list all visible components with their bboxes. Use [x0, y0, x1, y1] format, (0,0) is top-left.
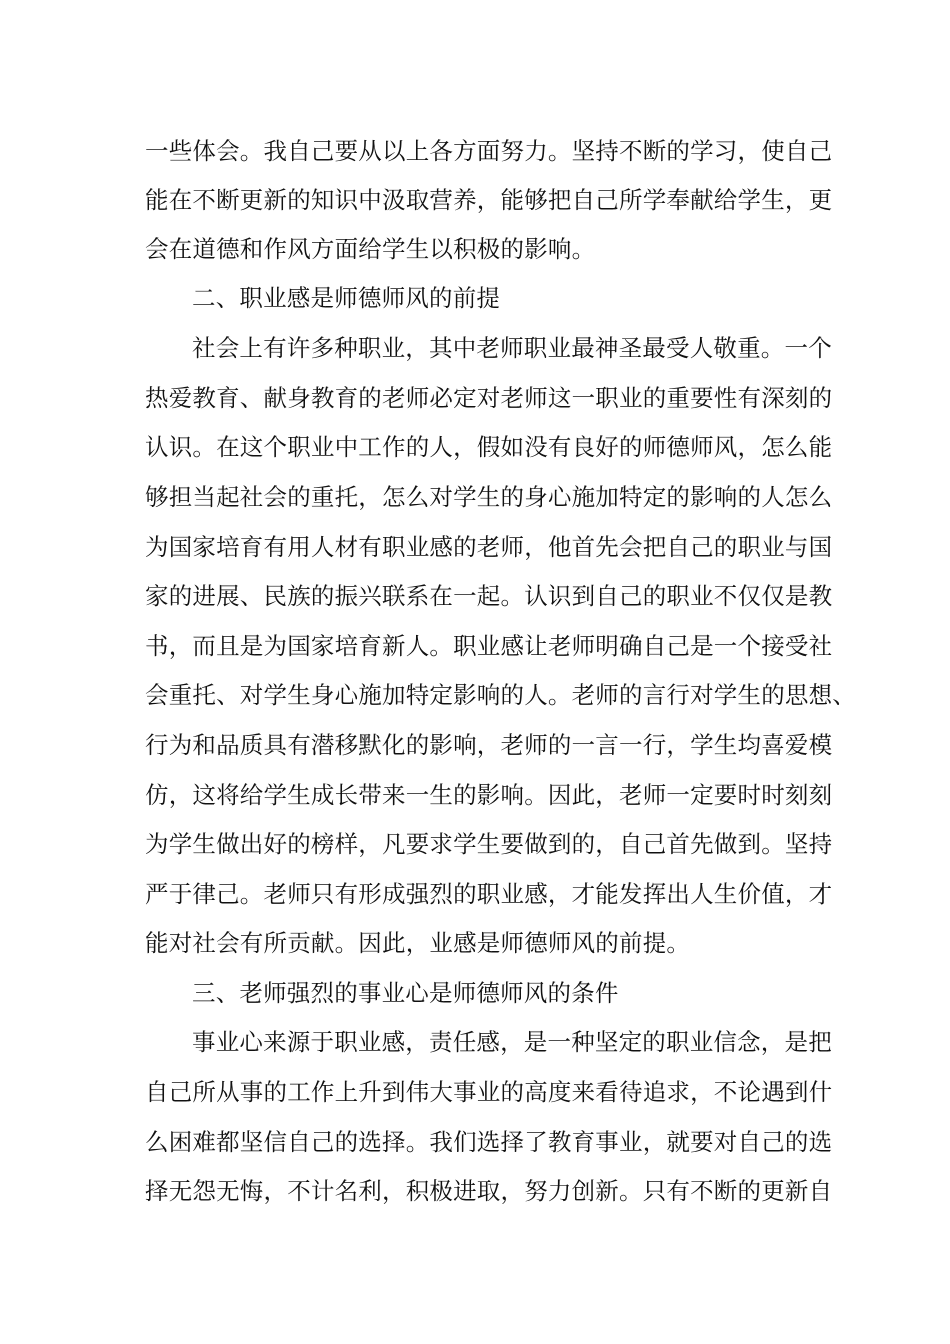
text-line: 仿，这将给学生成长带来一生的影响。因此，老师一定要时时刻刻 [145, 781, 833, 809]
text-line: 为国家培育有用人材有职业感的老师，他首先会把自己的职业与国 [145, 533, 833, 561]
text-line: 热爱教育、献身教育的老师必定对老师这一职业的重要性有深刻的 [145, 384, 833, 412]
text-line: 书，而且是为国家培育新人。职业感让老师明确自己是一个接受社 [145, 632, 833, 660]
section-heading-2: 二、职业感是师德师风的前提 [192, 284, 501, 312]
text-line: 家的进展、民族的振兴联系在一起。认识到自己的职业不仅仅是教 [145, 582, 833, 610]
text-line: 严于律己。老师只有形成强烈的职业感，才能发挥出人生价值，才 [145, 880, 833, 908]
section-heading-3: 三、老师强烈的事业心是师德师风的条件 [192, 979, 619, 1007]
text-line: 能对社会有所贡献。因此，业感是师德师风的前提。 [145, 929, 691, 957]
text-line: 一些体会。我自己要从以上各方面努力。坚持不断的学习，使自己 [145, 137, 833, 165]
paragraph-first-line: 事业心来源于职业感，责任感，是一种坚定的职业信念，是把 [192, 1028, 832, 1056]
text-line: 么困难都坚信自己的选择。我们选择了教育事业，就要对自己的选 [145, 1128, 833, 1156]
text-line: 择无怨无悔，不计名利，积极进取，努力创新。只有不断的更新自 [145, 1177, 833, 1205]
text-line: 行为和品质具有潜移默化的影响，老师的一言一行，学生均喜爱模 [145, 731, 833, 759]
text-line: 认识。在这个职业中工作的人，假如没有良好的师德师风，怎么能 [145, 433, 833, 461]
paragraph-first-line: 社会上有许多种职业，其中老师职业最神圣最受人敬重。一个 [192, 334, 832, 362]
text-line: 自己所从事的工作上升到伟大事业的高度来看待追求，不论遇到什 [145, 1078, 833, 1106]
text-line: 会在道德和作风方面给学生以积极的影响。 [145, 235, 596, 263]
text-line: 为学生做出好的榜样，凡要求学生要做到的，自己首先做到。坚持 [145, 830, 833, 858]
text-line: 会重托、对学生身心施加特定影响的人。老师的言行对学生的思想、 [145, 681, 856, 709]
text-line: 够担当起社会的重托，怎么对学生的身心施加特定的影响的人怎么 [145, 483, 833, 511]
text-line: 能在不断更新的知识中汲取营养，能够把自己所学奉献给学生，更 [145, 186, 833, 214]
